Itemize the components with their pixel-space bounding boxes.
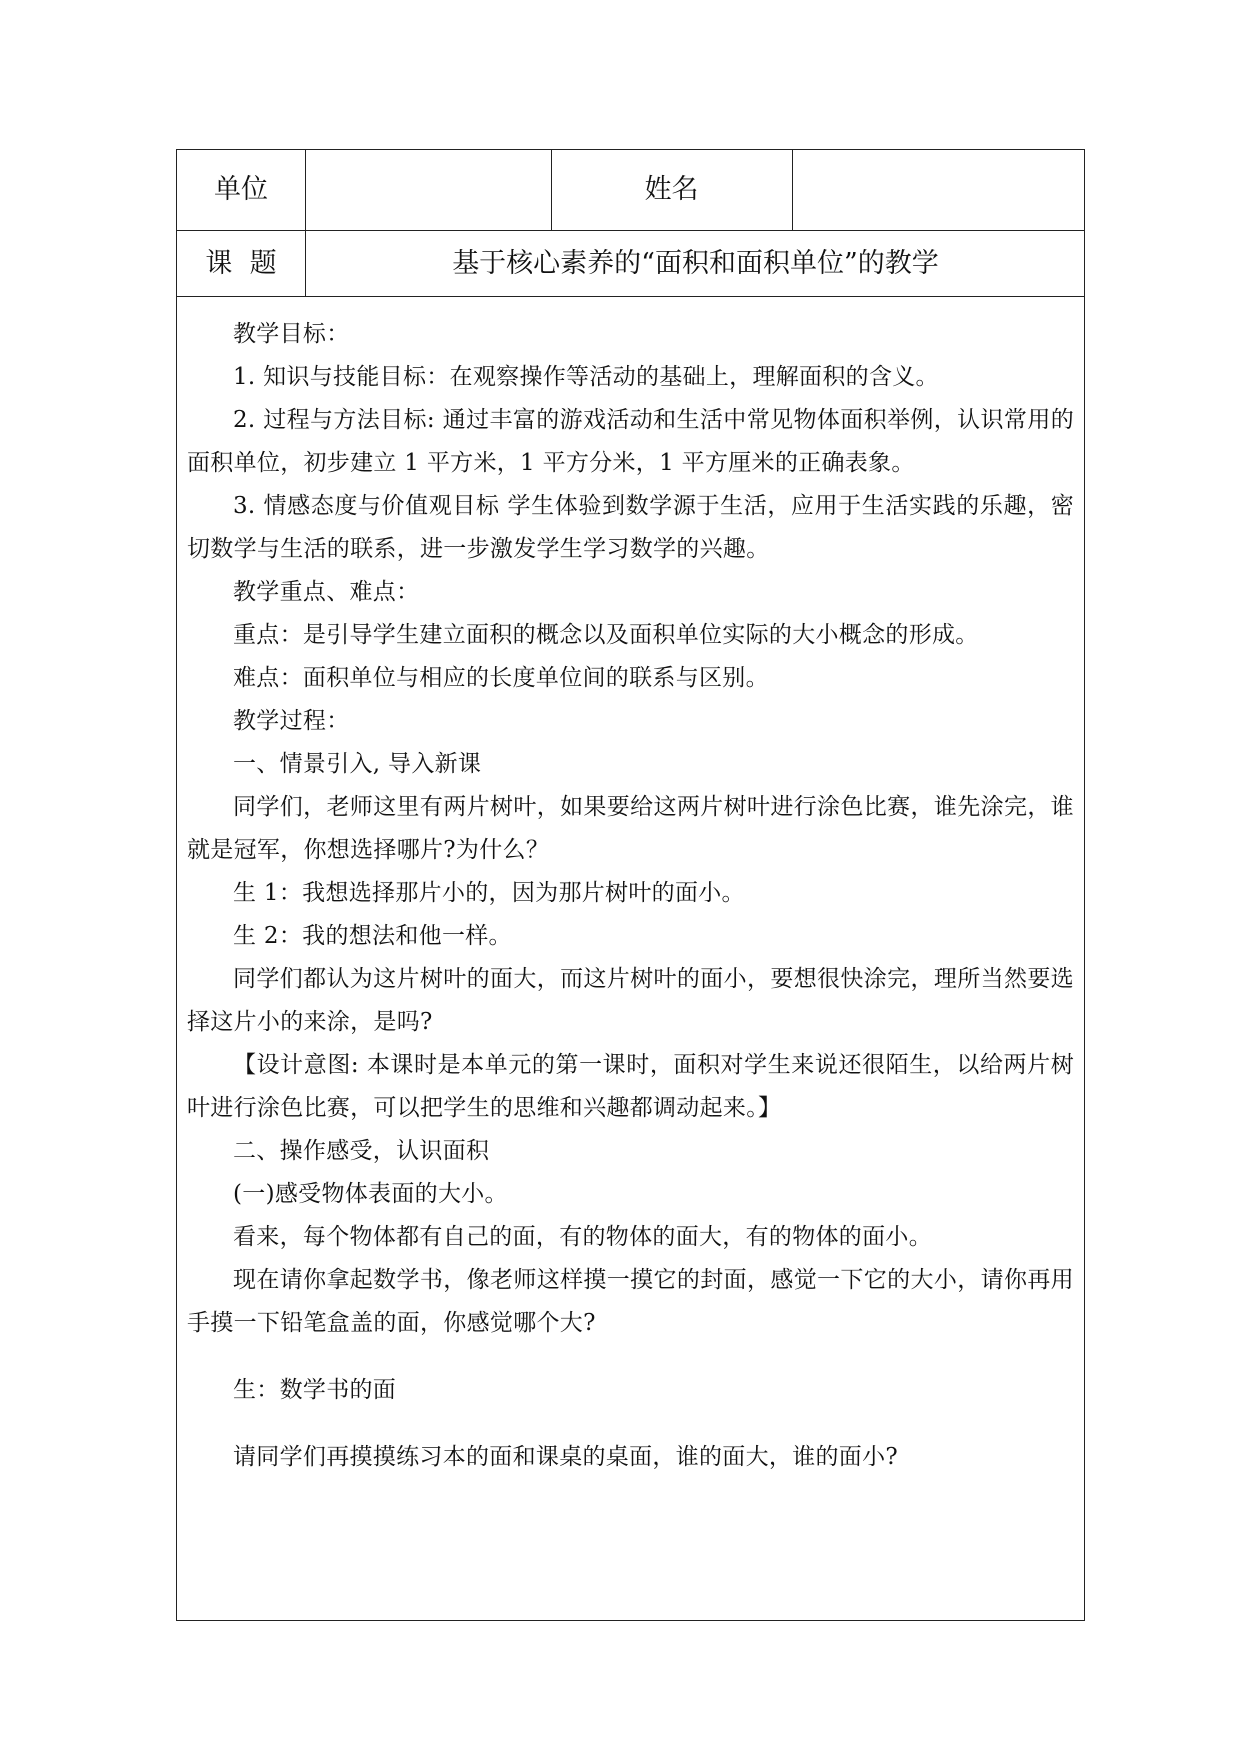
- paragraph-difficult-point: 难点：面积单位与相应的长度单位间的联系与区别。: [233, 665, 769, 691]
- name-label: 姓名: [644, 174, 699, 205]
- paragraph-section-two: 二、操作感受，认识面积: [233, 1138, 490, 1164]
- paragraph-teacher-confirm: 同学们都认为这片树叶的面大，而这片树叶的面小，要想很快涂完，理所当然要选择这片小的来涂，是吗?: [187, 966, 1074, 1035]
- paragraph-touch-book: 现在请你拿起数学书，像老师这样摸一摸它的封面，感觉一下它的大小，请你再用手摸一下铅笔盒盖的面，你感觉哪个大?: [187, 1267, 1074, 1336]
- paragraph-goal-emotion: 3. 情感态度与价值观目标 学生体验到数学源于生活，应用于生活实践的乐趣，密切数学与生活的联系，进一步激发学生学习数学的兴趣。: [187, 493, 1074, 562]
- paragraph-leaves-question: 同学们，老师这里有两片树叶，如果要给这两片树叶进行涂色比赛，谁先涂完，谁就是冠军，你想选择哪片?为什么？: [187, 794, 1074, 863]
- row-divider-1: [177, 230, 1084, 231]
- paragraph-teaching-goals-heading: 教学目标：: [233, 321, 350, 347]
- lesson-body: [177, 297, 1084, 1622]
- paragraph-goal-process: 2. 过程与方法目标: 通过丰富的游戏活动和生活中常见物体面积举例，认识常用的面积单位，初步建立 1 平方米，1 平方分米，1 平方厘米的正确表象。: [187, 407, 1074, 476]
- paragraph-touch-notebook: 请同学们再摸摸练习本的面和课桌的桌面，谁的面大，谁的面小?: [233, 1444, 899, 1470]
- paragraph-key-point: 重点：是引导学生建立面积的概念以及面积单位实际的大小概念的形成。: [233, 622, 979, 648]
- topic-label: 课 题: [205, 248, 277, 279]
- lesson-plan-table: [176, 149, 1085, 1621]
- paragraph-student-answer: 生：数学书的面: [233, 1377, 397, 1403]
- paragraph-section-one: 一、情景引入, 导入新课: [233, 751, 482, 777]
- topic-value: 基于核心素养的“面积和面积单位”的教学: [452, 248, 939, 279]
- paragraph-each-object-surface: 看来，每个物体都有自己的面，有的物体的面大，有的物体的面小。: [233, 1224, 932, 1250]
- paragraph-subsection-one: (一)感受物体表面的大小。: [233, 1181, 508, 1207]
- unit-label: 单位: [214, 174, 268, 205]
- paragraph-design-intent: 【设计意图: 本课时是本单元的第一课时，面积对学生来说还很陌生，以给两片树叶进行涂色比赛，可以把学生的思维和兴趣都调动起来。】: [187, 1052, 1074, 1121]
- paragraph-student-2: 生 2：我的想法和他一样。: [233, 923, 512, 949]
- paragraph-student-1: 生 1：我想选择那片小的，因为那片树叶的面小。: [233, 880, 745, 906]
- paragraph-key-points-heading: 教学重点、难点：: [233, 579, 420, 605]
- col-divider-name-label: [792, 150, 793, 230]
- paragraph-process-heading: 教学过程：: [233, 708, 350, 734]
- paragraph-goal-knowledge: 1. 知识与技能目标：在观察操作等活动的基础上，理解面积的含义。: [233, 364, 939, 390]
